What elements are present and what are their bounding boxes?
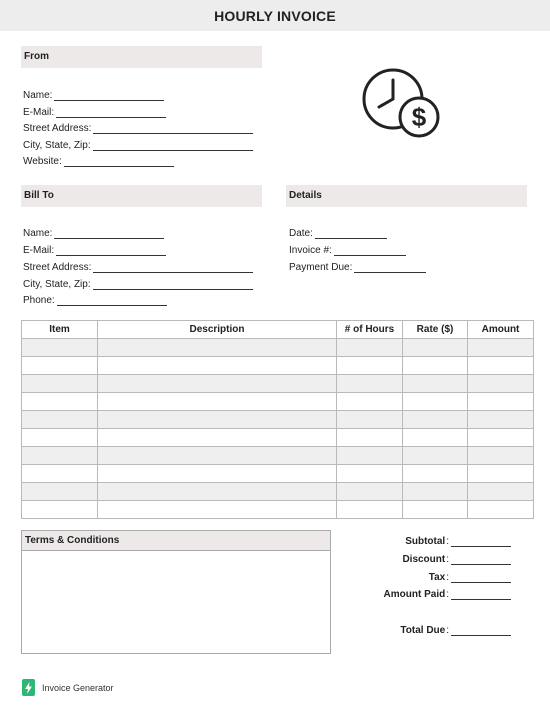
from-email-field[interactable] [23,104,166,118]
bill-phone-field[interactable] [23,292,167,306]
total-due-label: Total Due [400,625,446,636]
total-due-line[interactable] [451,625,511,636]
page-title: HOURLY INVOICE [214,7,336,24]
svg-text:$: $ [411,102,427,132]
total-due-field[interactable]: Total Due : [400,622,511,636]
item-cell[interactable] [22,429,98,447]
invoice-number-label: Invoice #: [289,245,332,256]
hours-cell[interactable] [337,393,403,411]
payment-due-line[interactable] [354,262,426,273]
amount-cell[interactable] [468,393,534,411]
amount-paid-field[interactable]: Amount Paid : [384,586,511,600]
table-row [22,429,534,447]
description-cell[interactable] [98,375,337,393]
item-cell[interactable] [22,375,98,393]
hours-cell[interactable] [337,357,403,375]
item-cell[interactable] [22,411,98,429]
bill-phone-label: Phone: [23,295,55,306]
payment-due-label: Payment Due: [289,262,353,273]
amount-cell[interactable] [468,483,534,501]
table-header-row [22,321,534,339]
rate-cell[interactable] [403,429,468,447]
lightning-bolt-icon [22,679,35,696]
description-cell[interactable] [98,429,337,447]
tax-line[interactable] [451,572,511,583]
from-city-field[interactable] [23,137,253,151]
item-cell[interactable] [22,393,98,411]
date-label: Date: [289,228,313,239]
from-name-line[interactable] [54,90,164,101]
bill-city-line[interactable] [93,279,253,290]
bill-email-field[interactable] [23,242,166,256]
date-line[interactable] [315,228,387,239]
description-cell[interactable] [98,483,337,501]
discount-field[interactable]: Discount : [402,551,511,565]
amount-cell[interactable] [468,375,534,393]
bill-to-heading: Bill To [21,185,262,207]
amount-paid-line[interactable] [451,589,511,600]
rate-cell[interactable] [403,339,468,357]
brand-name: Invoice Generator [42,682,114,693]
item-cell[interactable] [22,357,98,375]
from-street-line[interactable] [93,123,253,134]
description-cell[interactable] [98,357,337,375]
table-body [22,339,534,519]
description-column-header: Description [98,321,337,339]
from-website-line[interactable] [64,156,174,167]
description-cell[interactable] [98,447,337,465]
table-row [22,501,534,519]
clock-dollar-icon [360,67,440,139]
tax-label: Tax [428,572,446,583]
amount-cell[interactable] [468,465,534,483]
rate-cell[interactable] [403,465,468,483]
bill-street-label: Street Address: [23,262,92,273]
subtotal-field[interactable]: Subtotal : [405,533,511,547]
tax-field[interactable]: Tax : [429,569,511,583]
bill-city-label: City, State, Zip: [23,279,91,290]
from-street-label: Street Address: [23,123,92,134]
bill-street-line[interactable] [93,262,253,273]
hours-cell[interactable] [337,339,403,357]
from-email-label: E-Mail: [23,107,55,118]
description-cell[interactable] [98,339,337,357]
from-heading: From [21,46,262,68]
rate-cell[interactable] [403,357,468,375]
from-name-label: Name: [23,90,53,101]
from-website-field[interactable] [23,153,174,167]
items-table [21,320,534,519]
table-row [22,411,534,429]
date-field[interactable] [289,225,387,239]
item-cell[interactable] [22,501,98,519]
table-row [22,393,534,411]
rate-cell[interactable] [403,375,468,393]
description-cell[interactable] [98,393,337,411]
title-bar [0,0,550,31]
amount-cell[interactable] [468,339,534,357]
rate-column-header: Rate ($) [403,321,468,339]
description-cell[interactable] [98,411,337,429]
invoice-number-line[interactable] [334,245,406,256]
amount-cell[interactable] [468,501,534,519]
bill-street-field[interactable] [23,259,253,273]
table-row [22,483,534,501]
terms-box[interactable] [21,530,331,654]
invoice-number-field[interactable] [289,242,406,256]
description-cell[interactable] [98,465,337,483]
subtotal-label: Subtotal [405,536,446,547]
hours-cell[interactable] [337,447,403,465]
subtotal-line[interactable] [451,536,511,547]
rate-cell[interactable] [403,483,468,501]
description-cell[interactable] [98,501,337,519]
hours-cell[interactable] [337,375,403,393]
bill-name-label: Name: [23,228,53,239]
hours-cell[interactable] [337,465,403,483]
hours-cell[interactable] [337,483,403,501]
from-city-label: City, State, Zip: [23,140,91,151]
amount-cell[interactable] [468,447,534,465]
bill-city-field[interactable] [23,276,253,290]
bill-name-line[interactable] [54,228,164,239]
bill-phone-line[interactable] [57,295,167,306]
rate-cell[interactable] [403,501,468,519]
terms-heading: Terms & Conditions [22,531,330,551]
amount-column-header: Amount [468,321,534,339]
item-column-header: Item [22,321,98,339]
item-cell[interactable] [22,465,98,483]
payment-due-field[interactable] [289,259,426,273]
table-row [22,375,534,393]
from-city-line[interactable] [93,140,253,151]
from-name-field[interactable] [23,87,164,101]
rate-cell[interactable] [403,447,468,465]
table-row [22,339,534,357]
table-row [22,357,534,375]
table-row [22,465,534,483]
from-website-label: Website: [23,156,62,167]
rate-cell[interactable] [403,393,468,411]
hours-cell[interactable] [337,411,403,429]
hours-cell[interactable] [337,501,403,519]
amount-cell[interactable] [468,357,534,375]
bill-email-label: E-Mail: [23,245,55,256]
item-cell[interactable] [22,483,98,501]
from-street-field[interactable] [23,120,253,134]
bill-email-line[interactable] [56,245,166,256]
hours-cell[interactable] [337,429,403,447]
bill-name-field[interactable] [23,225,164,239]
amount-paid-label: Amount Paid [383,589,446,600]
brand-footer [22,679,114,696]
from-email-line[interactable] [56,107,166,118]
table-row [22,447,534,465]
item-cell[interactable] [22,339,98,357]
amount-cell[interactable] [468,411,534,429]
discount-line[interactable] [451,554,511,565]
hours-column-header: # of Hours [337,321,403,339]
item-cell[interactable] [22,447,98,465]
amount-cell[interactable] [468,429,534,447]
rate-cell[interactable] [403,411,468,429]
details-heading: Details [286,185,527,207]
discount-label: Discount [402,554,446,565]
